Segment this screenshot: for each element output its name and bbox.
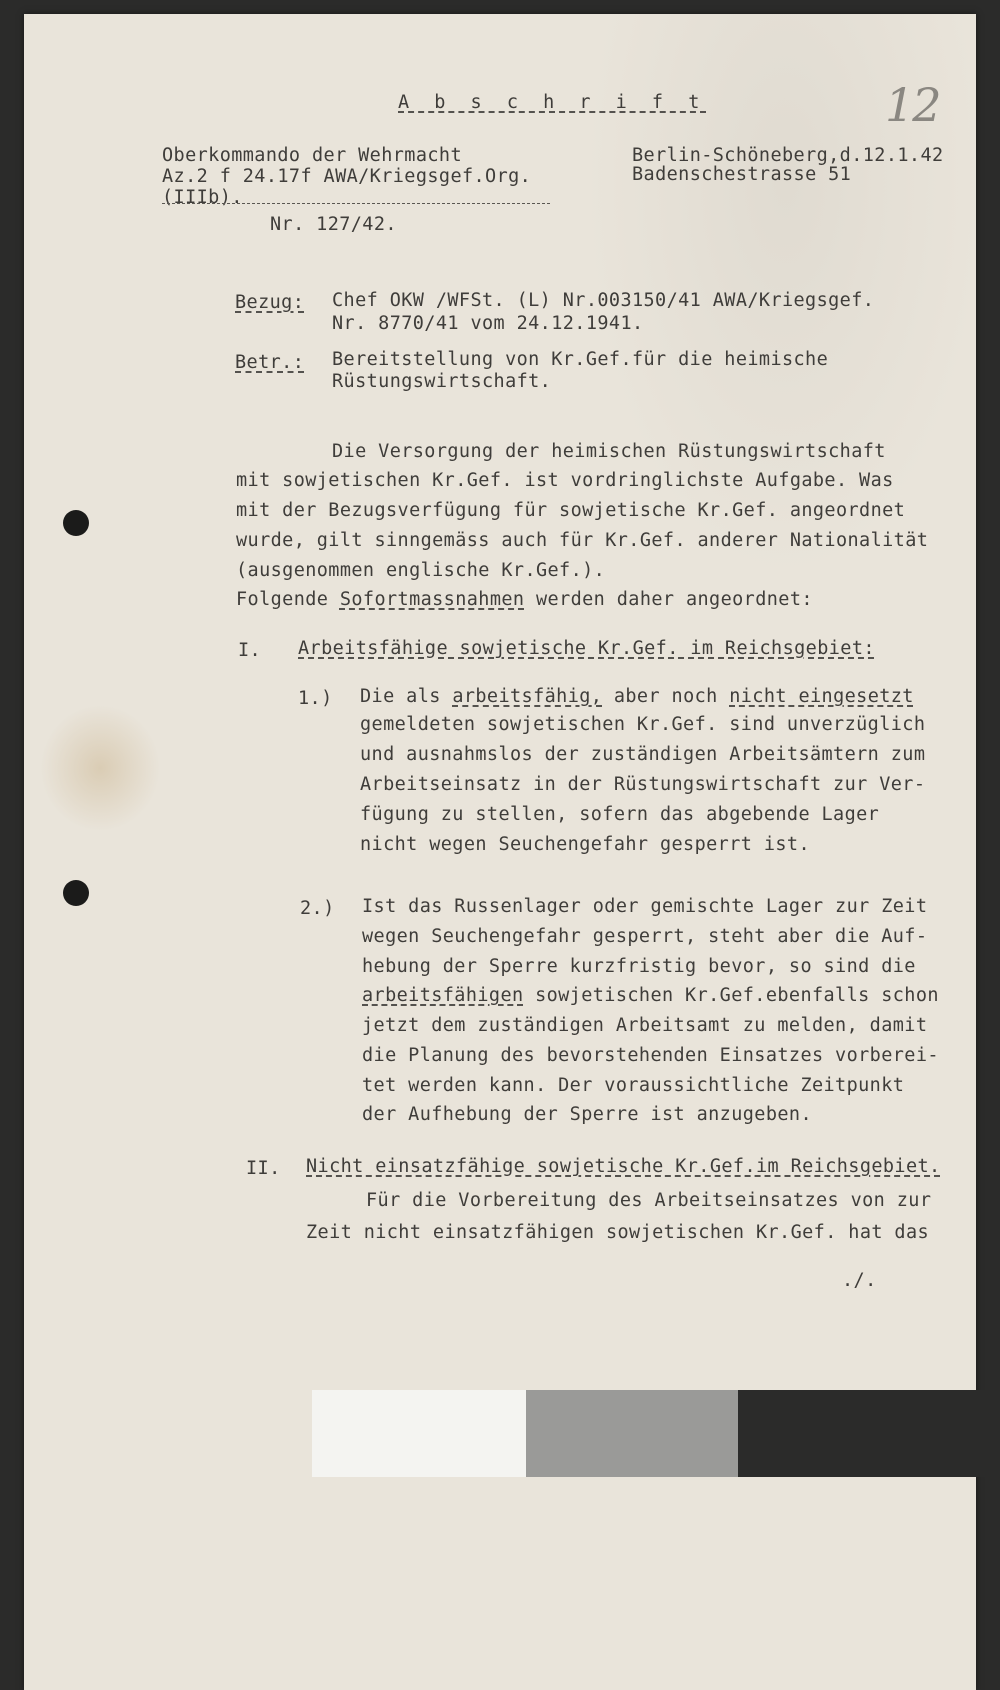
item-1-line-5: fügung zu stellen, sofern das abgebende Lager bbox=[360, 804, 880, 825]
section-1-number: I. bbox=[238, 640, 262, 661]
intro-line-5: (ausgenommen englische Kr.Gef.). bbox=[236, 560, 606, 581]
item-1-line-4: Arbeitseinsatz in der Rüstungswirtschaft zur Ver- bbox=[360, 774, 926, 795]
item-2-line-7: tet werden kann. Der voraussichtliche Zeitpunkt bbox=[362, 1075, 905, 1096]
scan-background-white bbox=[312, 1390, 526, 1477]
intro-line-1: Die Versorgung der heimischen Rüstungswirtschaft bbox=[332, 441, 886, 462]
sender-line-1: Oberkommando der Wehrmacht bbox=[162, 145, 462, 166]
subject-label: Betr.: bbox=[235, 352, 305, 373]
section-2-number: II. bbox=[246, 1158, 281, 1179]
item-2-line-5: jetzt dem zuständigen Arbeitsamt zu melden, damit bbox=[362, 1015, 928, 1036]
item-2-line-4: arbeitsfähigen sowjetischen Kr.Gef.ebenfalls schon bbox=[362, 985, 939, 1006]
document-title: A b s c h r i f t bbox=[398, 92, 707, 113]
punch-hole bbox=[63, 510, 89, 536]
intro-line-2: mit sowjetischen Kr.Gef. ist vordringlichste Aufgabe. Was bbox=[236, 470, 894, 491]
item-2-line-3: hebung der Sperre kurzfristig bevor, so sind die bbox=[362, 956, 916, 977]
item-2-line-6: die Planung des bevorstehenden Einsatzes vorberei- bbox=[362, 1045, 939, 1066]
section-2-line-1: Für die Vorbereitung des Arbeitseinsatzes von zur bbox=[366, 1190, 932, 1211]
sender-divider bbox=[162, 203, 550, 204]
intro-line-4: wurde, gilt sinngemäss auch für Kr.Gef. anderer Nationalität bbox=[236, 530, 929, 551]
subject-line-1: Bereitstellung von Kr.Gef.für die heimische bbox=[332, 349, 829, 370]
document-number: Nr. 127/42. bbox=[270, 214, 397, 235]
subject-line-2: Rüstungswirtschaft. bbox=[332, 371, 552, 392]
handwritten-page-number: 12 bbox=[885, 78, 940, 132]
intro-line-6: Folgende Sofortmassnahmen werden daher angeordnet: bbox=[236, 589, 813, 610]
scan-background-gray bbox=[526, 1390, 738, 1477]
item-1-line-6: nicht wegen Seuchengefahr gesperrt ist. bbox=[360, 834, 810, 855]
continuation-mark: ./. bbox=[842, 1270, 877, 1291]
reference-label: Bezug: bbox=[235, 292, 305, 313]
sender-line-3: (IIIb). bbox=[162, 187, 243, 208]
section-2-line-2: Zeit nicht einsatzfähigen sowjetischen Kr.Gef. hat das bbox=[306, 1222, 930, 1243]
sender-line-2: Az.2 f 24.17f AWA/Kriegsgef.Org. bbox=[162, 166, 532, 187]
section-2-heading: Nicht einsatzfähige sowjetische Kr.Gef.im Reichsgebiet. bbox=[306, 1156, 941, 1177]
item-2-line-8: der Aufhebung der Sperre ist anzugeben. bbox=[362, 1104, 812, 1125]
item-2-number: 2.) bbox=[300, 898, 335, 919]
intro-line-3: mit der Bezugsverfügung für sowjetische Kr.Gef. angeordnet bbox=[236, 500, 906, 521]
section-1-heading: Arbeitsfähige sowjetische Kr.Gef. im Reichsgebiet: bbox=[298, 638, 875, 659]
item-1-number: 1.) bbox=[298, 688, 333, 709]
address: Badenschestrasse 51 bbox=[632, 164, 852, 185]
item-1-line-2: gemeldeten sowjetischen Kr.Gef. sind unverzüglich bbox=[360, 714, 926, 735]
place-date: Berlin-Schöneberg,d.12.1.42 bbox=[632, 145, 944, 166]
scan-background-dark bbox=[738, 1390, 1000, 1477]
item-2-line-2: wegen Seuchengefahr gesperrt, steht aber die Auf- bbox=[362, 926, 928, 947]
reference-line-1: Chef OKW /WFSt. (L) Nr.003150/41 AWA/Kriegsgef. bbox=[332, 290, 875, 311]
reference-line-2: Nr. 8770/41 vom 24.12.1941. bbox=[332, 313, 644, 334]
item-2-line-1: Ist das Russenlager oder gemischte Lager zur Zeit bbox=[362, 896, 928, 917]
item-1-line-1: Die als arbeitsfähig, aber noch nicht eingesetzt bbox=[360, 686, 914, 707]
punch-hole bbox=[63, 880, 89, 906]
item-1-line-3: und ausnahmslos der zuständigen Arbeitsämtern zum bbox=[360, 744, 926, 765]
